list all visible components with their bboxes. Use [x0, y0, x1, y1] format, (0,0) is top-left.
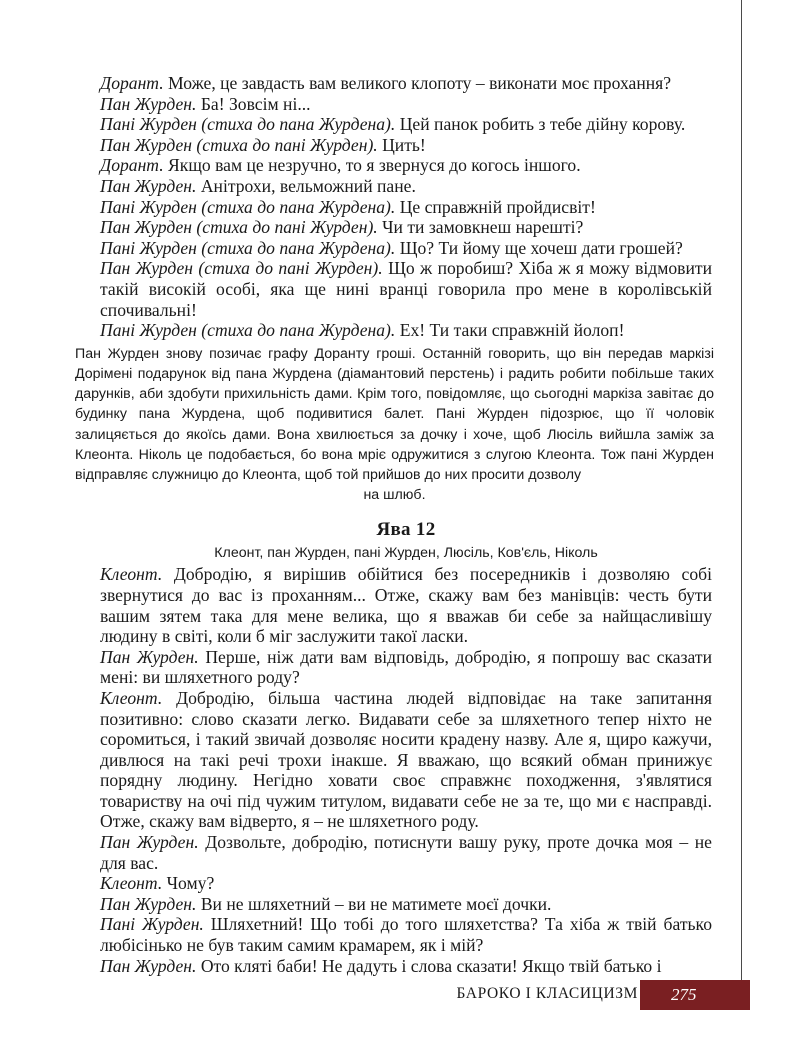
dialogue-line — [100, 564, 712, 646]
dialogue-line — [100, 956, 712, 977]
dialogue-line — [100, 114, 712, 135]
speaker: Клеонт. — [100, 564, 163, 585]
dialogue-line — [100, 873, 712, 894]
speaker: Пан Журден. — [100, 646, 199, 667]
speaker: Пан Журден (стиха до пані Журден). — [100, 217, 378, 238]
line-text: Цей панок робить з тебе дійну корову. — [395, 114, 686, 135]
line-text: Перше, ніж дати вам відповідь, добродію, я попрошу вас сказати мені: ви шляхетного роду? — [100, 646, 712, 688]
speaker: Пан Журден. — [100, 893, 197, 914]
line-text: Може, це завдасть вам великого клопоту – виконати моє прохання? — [163, 73, 672, 93]
narration-end: на шлюб. — [363, 487, 426, 504]
dialogue-line — [100, 197, 712, 218]
line-text: Ба! Зовсім ні... — [196, 93, 311, 114]
speaker: Пан Журден. — [100, 175, 197, 196]
line-text: Що? Ти йому ще хочеш дати грошей? — [395, 237, 683, 258]
line-text: Шляхетний! Що тобі до того шляхетства? Та хіба ж твій батько любісінько не був таким самим крамарем, як і мій? — [100, 914, 712, 956]
dialogue-line — [100, 320, 712, 341]
speaker: Клеонт. — [100, 873, 163, 894]
speaker: Пан Журден. — [100, 955, 197, 976]
line-text: Якщо вам це незручно, то я звернуся до когось іншого. — [163, 155, 581, 176]
speaker: Пані Журден. — [100, 914, 204, 935]
page-number: 275 — [640, 980, 750, 1010]
line-text: Чи ти замовкнеш нарешті? — [377, 217, 584, 238]
line-text: Дозвольте, добродію, потиснути вашу руку, проте дочка моя – не для вас. — [100, 832, 712, 873]
scene-title: Ява 12 — [376, 519, 436, 541]
dialogue-line — [100, 176, 712, 197]
dialogue-line — [100, 94, 712, 115]
speaker: Дорант. — [100, 155, 164, 176]
line-text: Цить! — [377, 134, 426, 155]
dialogue-line — [100, 73, 712, 94]
speaker: Пані Журден (стиха до пана Журдена). — [100, 114, 396, 135]
dialogue-line — [100, 258, 712, 320]
speaker: Пані Журден (стиха до пана Журдена). — [100, 237, 396, 258]
dialogue-line — [100, 217, 712, 238]
dialogue-line — [100, 238, 712, 259]
line-text: Ех! Ти таки справжній йолоп! — [395, 320, 625, 341]
dialogue-line — [100, 832, 712, 873]
line-text: Добродію, більша частина людей відповідає на таке запитання позитивно: слово сказати легко. Видавати себе за шляхетного тепер ніхто не соромиться, і такий звичай дозволяє носити крадену назву. Але я, щиро кажучи, дивлюся на такі речі трохи інакше. Я вважаю, що всякий обман принижує порядну людину. Негідно ховати своє справжнє походження, з'являтися товариству на очі під чужим титулом, видавати себе не за те, що ми є насправді. Отже, скажу вам відверто, я – не шляхетного роду. — [100, 687, 712, 832]
line-text: Ви не шляхетний – ви не матимете моєї дочки. — [196, 893, 552, 914]
scene-characters: Клеонт, пан Журден, пані Журден, Люсіль, Ков'єль, Ніколь — [214, 545, 598, 562]
section-label: БАРОКО І КЛАСИЦИЗМ — [456, 985, 638, 1002]
line-text: Ото кляті баби! Не дадуть і слова сказати! Якщо твій батько і — [196, 955, 662, 976]
speaker: Пані Журден (стиха до пана Журдена). — [100, 196, 396, 217]
page-body — [75, 73, 714, 976]
line-text: Добродію, я вирішив обійтися без посередників і дозволяю собі звернутися до вас із проханням... Отже, скажу вам без манівців: честь бути вашим зятем така для мене велика, що я вважав би себе за найщасливішу людину в світі, коли б міг заслужити такої ласки. — [100, 564, 712, 647]
line-text: Що ж поробиш? Хіба ж я можу відмовити такій високій особі, яка ще нині вранці говорила про мене в королівській спочивальні! — [100, 258, 713, 320]
speaker: Пані Журден (стиха до пана Журдена). — [100, 320, 396, 341]
dialogue-line — [100, 647, 712, 688]
speaker: Пан Журден (стиха до пані Журден). — [100, 134, 378, 155]
speaker: Пан Журден. — [100, 832, 199, 853]
dialogue-line — [100, 155, 712, 176]
dialogue-line — [100, 914, 712, 955]
dialogue-line — [100, 894, 712, 915]
speaker: Дорант. — [100, 73, 164, 93]
narration: Пан Журден знову позичає графу Доранту гроші. Останній говорить, що він передав маркізі Дорімені подарунок від пана Журдена (діамантовий перстень) і радить робити побільше таких дарунків, аби здобути прихильність дами. Крім того, повідомляє, що сьогодні маркіза завітає до будинку пана Журдена, щоб подивитися балет. Пані Журден підозрює, що її чоловік залицяється до якоїсь дами. Вона хвилюється за дочку і хоче, щоб Люсіль вийшла заміж за Клеонта. Ніколь це подобається, бо вона мріє одружитися з слугою Клеонта. Тож пані Журден відправляє служницю до Клеонта, щоб той прийшов до них просити дозволу — [75, 345, 714, 483]
line-text: Це справжній пройдисвіт! — [395, 196, 596, 217]
speaker: Пан Журден. — [100, 93, 197, 114]
speaker: Клеонт. — [100, 687, 163, 708]
line-text: Чому? — [162, 873, 215, 894]
margin-rule — [741, 0, 742, 990]
speaker: Пан Журден (стиха до пані Журден). — [100, 258, 383, 279]
dialogue-line — [100, 688, 712, 832]
dialogue-line — [100, 135, 712, 156]
line-text: Анітрохи, вельможний пане. — [196, 175, 416, 196]
